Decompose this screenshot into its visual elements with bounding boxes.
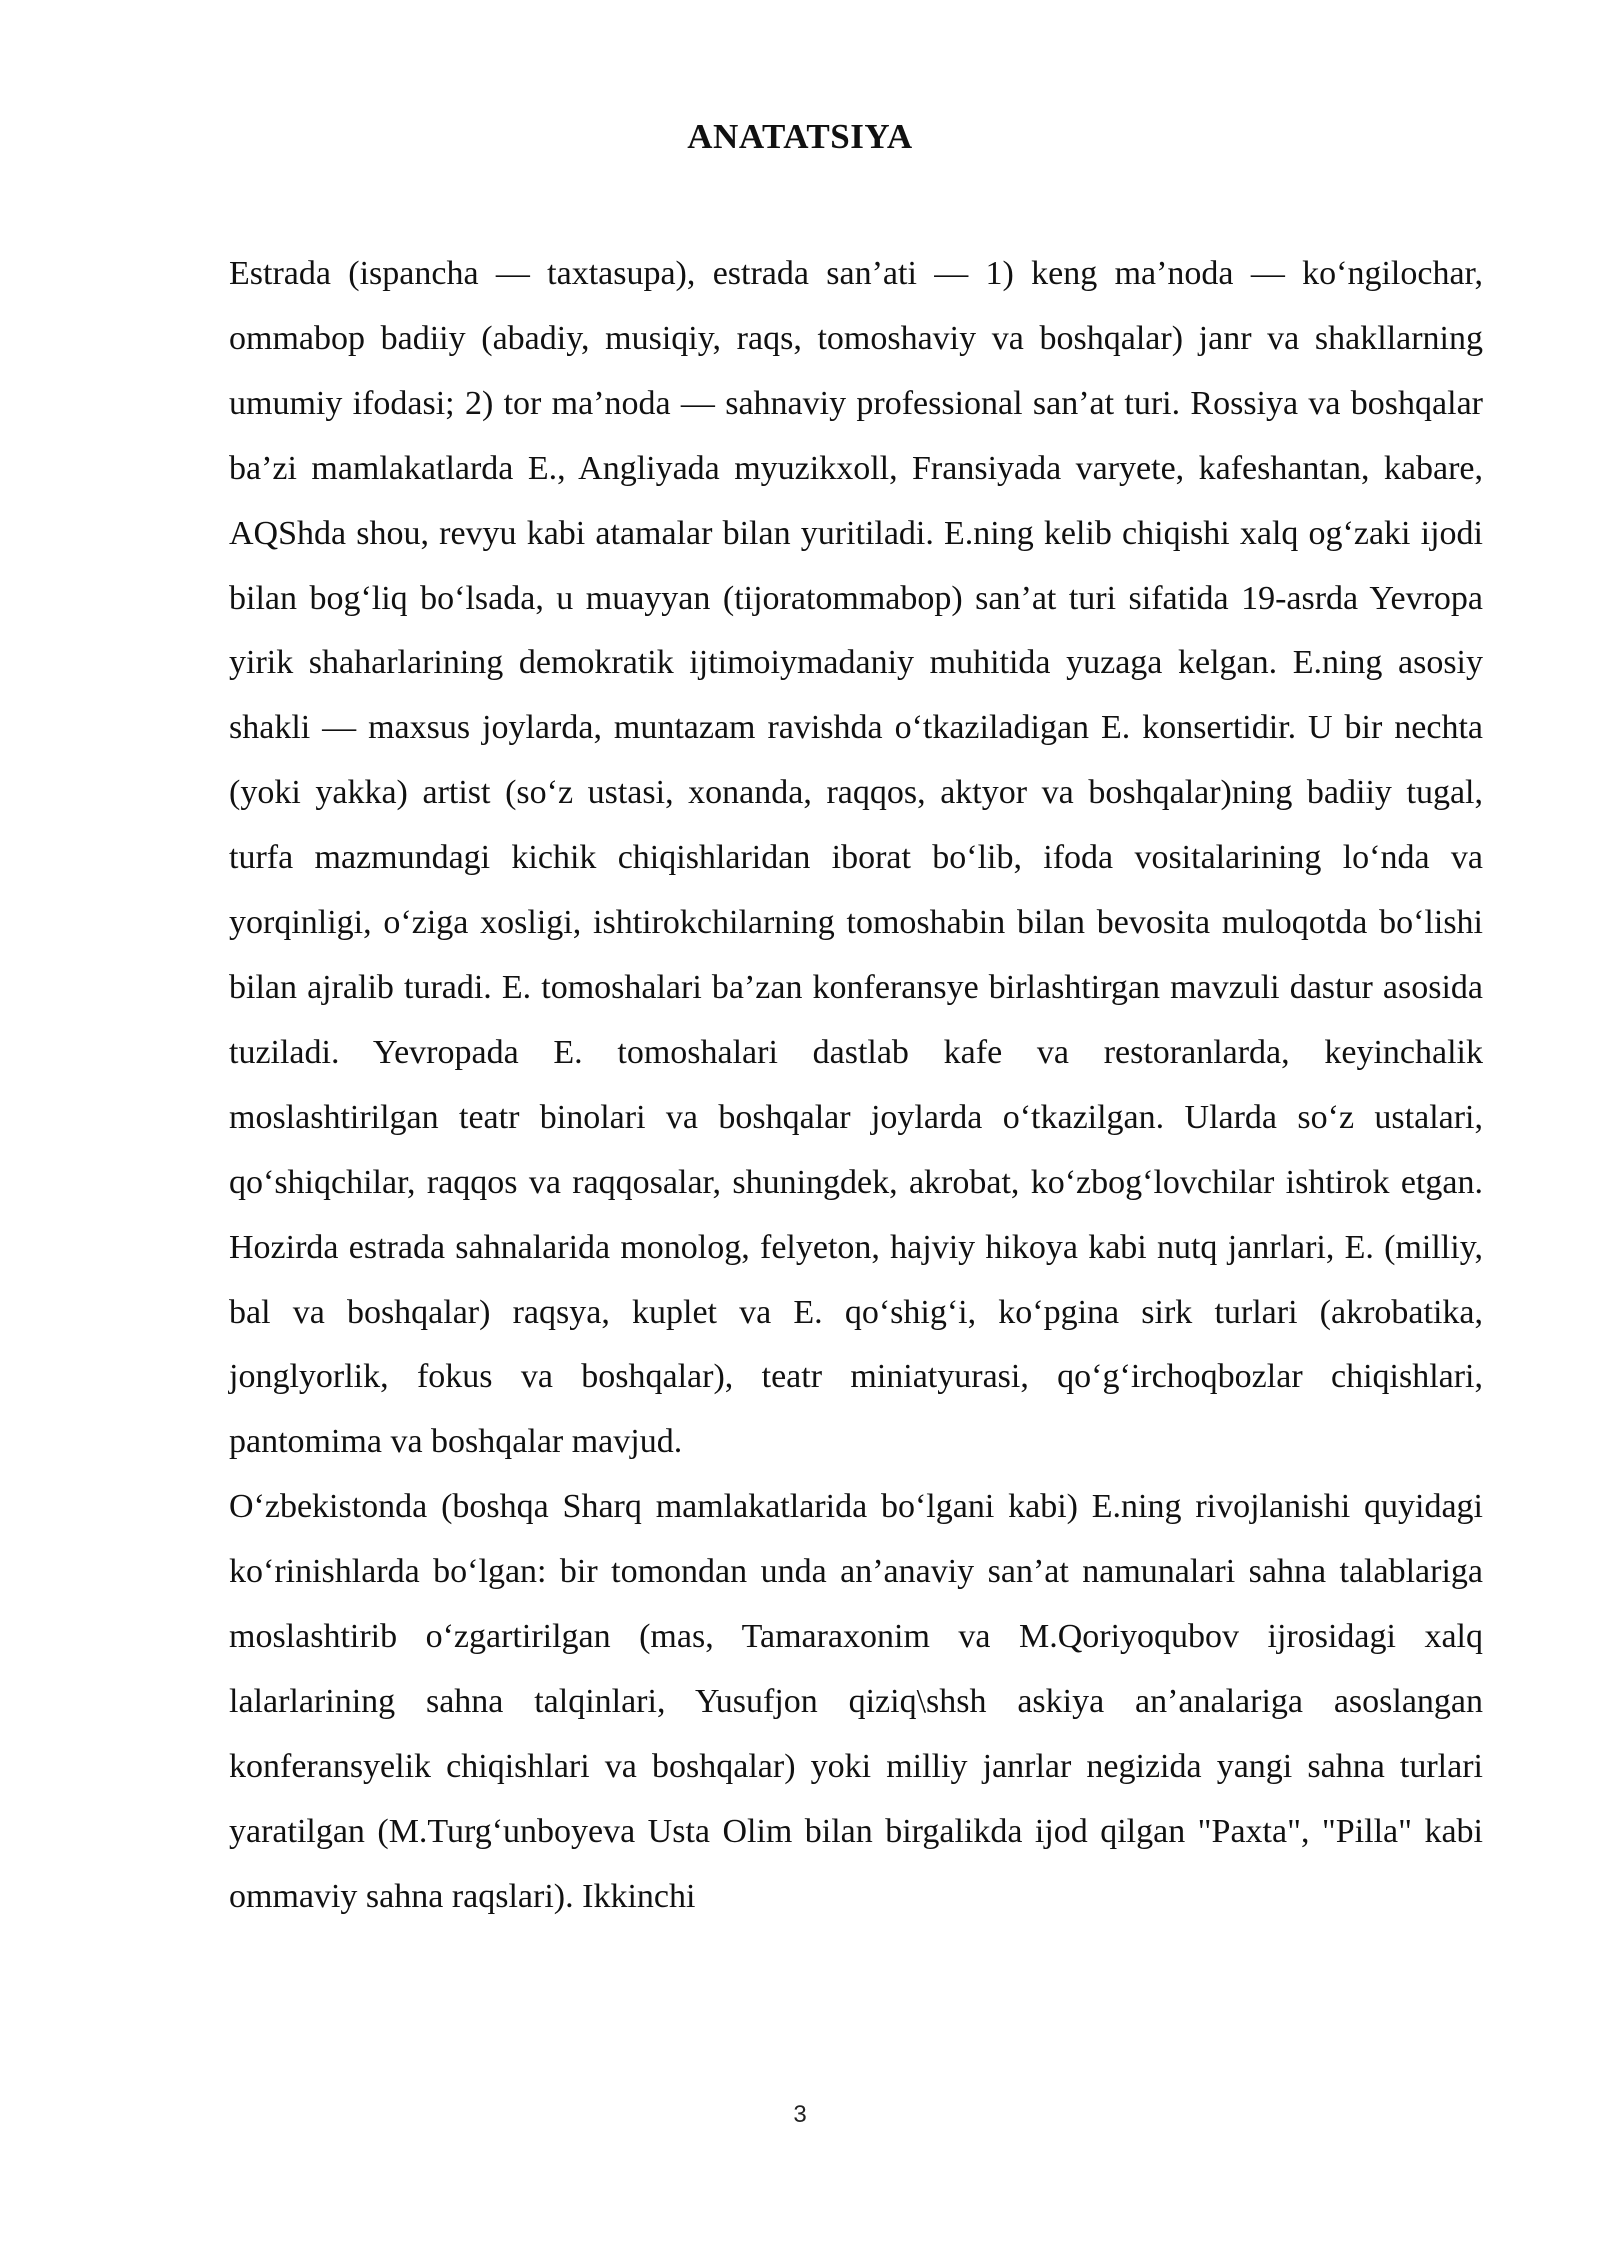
- page-number: 3: [793, 2101, 807, 2128]
- document-title: ANATATSIYA: [687, 117, 913, 156]
- document-body: [229, 242, 1483, 1930]
- paragraph-uzbekistan-estrada: O‘zbekistonda (boshqa Sharq mamlakatlarida bo‘lgani kabi) E.ning rivojlanishi quyidagi ko‘rinishlarda bo‘lgan: bir tomondan unda an’anaviy san’at namunalari sahna talablariga moslashtirib o‘zgartirilgan (mas, Tamaraxonim va M.Qoriyoqubov ijrosidagi xalq lalarlarining sahna talqinlari, Yusufjon qiziq\shsh askiya an’analariga asoslangan konferansyelik chiqishlari va boshqalar) yoki milliy janrlar negizida yangi sahna turlari yaratilgan (M.Turg‘unboyeva Usta Olim bilan birgalikda ijod qilgan "Paxta", "Pilla" kabi ommaviy sahna raqslari). Ikkinchi: [229, 1488, 1483, 1915]
- paragraph-estrada-definition: Estrada (ispancha — taxtasupa), estrada san’ati — 1) keng ma’noda — ko‘ngilochar, ommabop badiiy (abadiy, musiqiy, raqs, tomoshaviy va boshqalar) janr va shakllarning umumiy ifodasi; 2) tor ma’noda — sahnaviy professional san’at turi. Rossiya va boshqalar ba’zi mamlakatlarda E., Angliyada myuzikxoll, Fransiyada varyete, kafeshantan, kabare, AQShda shou, revyu kabi atamalar bilan yuritiladi. E.ning kelib chiqishi xalq og‘zaki ijodi bilan bog‘liq bo‘lsada, u muayyan (tijoratommabop) san’at turi sifatida 19-asrda Yevropa yirik shaharlarining demokratik ijtimoiymadaniy muhitida yuzaga kelgan. E.ning asosiy shakli — maxsus joylarda, muntazam ravishda o‘tkaziladigan E. konsertidir. U bir nechta (yoki yakka) artist (so‘z ustasi, xonanda, raqqos, aktyor va boshqalar)ning badiiy tugal, turfa mazmundagi kichik chiqishlaridan iborat bo‘lib, ifoda vositalarining lo‘nda va yorqinligi, o‘ziga xosligi, ishtirokchilarning tomoshabin bilan bevosita muloqotda bo‘lishi bilan ajralib turadi. E. tomoshalari ba’zan konferansye birlashtirgan mavzuli dastur asosida tuziladi. Yevropada E. tomoshalari dastlab kafe va restoranlarda, keyinchalik moslashtirilgan teatr binolari va boshqalar joylarda o‘tkazilgan. Ularda so‘z ustalari, qo‘shiqchilar, raqqos va raqqosalar, shuningdek, akrobat, ko‘zbog‘lovchilar ishtirok etgan. Hozirda estrada sahnalarida monolog, felyeton, hajviy hikoya kabi nutq janrlari, E. (milliy, bal va boshqalar) raqsya, kuplet va E. qo‘shig‘i, ko‘pgina sirk turlari (akrobatika, jonglyorlik, fokus va boshqalar), teatr miniatyurasi, qo‘g‘irchoqbozlar chiqishlari, pantomima va boshqalar mavjud.: [229, 255, 1483, 1461]
